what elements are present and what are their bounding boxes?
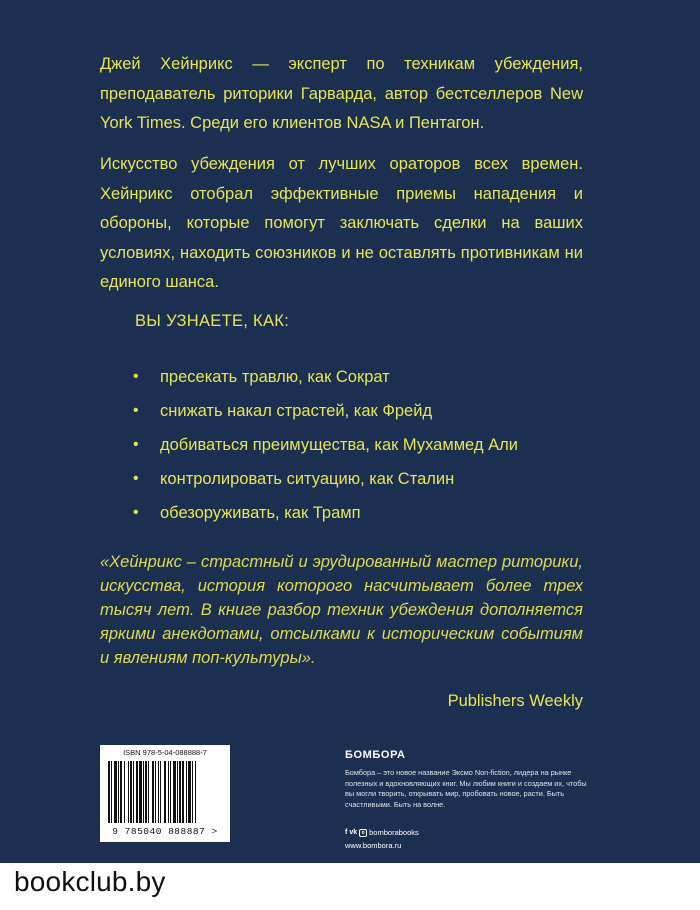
list-item <box>133 496 518 530</box>
isbn-barcode <box>100 745 230 842</box>
list-item <box>133 428 518 462</box>
list-item-text: пресекать травлю, как Сократ <box>160 368 390 386</box>
bullet-icon: • <box>133 368 139 385</box>
publisher-logo: БОМБОРА <box>345 749 406 761</box>
list-heading: ВЫ УЗНАЕТЕ, КАК: <box>135 312 290 330</box>
bullet-icon: • <box>133 402 139 419</box>
quote-attribution: Publishers Weekly <box>447 692 583 710</box>
list-item-text: обезоруживать, как Трамп <box>160 504 361 522</box>
review-quote: «Хейнрикс – страстный и эрудированный мастер риторики, искусства, история которого насчитывает более трех тысяч лет. В книге разбор техник убеждения дополняется яркими анекдотами, отсылками к историческим событиям и явлениям поп-культуры». <box>100 553 583 667</box>
instagram-icon: o <box>359 829 367 837</box>
barcode-digits: 9 785040 888887 > <box>112 826 218 837</box>
isbn-label: ISBN 978-5-04-088888-7 <box>123 748 207 757</box>
list-item-text: добиваться преимущества, как Мухаммед Али <box>160 436 518 454</box>
barcode-stripe <box>196 761 198 823</box>
benefits-list <box>133 360 518 530</box>
list-item <box>133 462 518 496</box>
bullet-icon: • <box>133 470 139 487</box>
book-description-paragraph: Искусство убеждения от лучших ораторов всех времен. Хейнрикс отобрал эффективные приемы нападения и обороны, которые помогут заключать сделки на ваших условиях, находить союзников и не оставлять противникам ни единого шанса. <box>100 155 583 291</box>
vk-icon: vk <box>349 828 358 836</box>
bullet-icon: • <box>133 436 139 453</box>
list-item <box>133 360 518 394</box>
site-watermark: bookclub.by <box>14 866 166 897</box>
barcode-bars <box>108 761 222 823</box>
author-bio-paragraph: Джей Хейнрикс — эксперт по техникам убеждения, преподаватель риторики Гарварда, автор бестселлеров New York Times. Среди его клиентов NASA и Пентагон. <box>100 55 583 132</box>
bullet-icon: • <box>133 504 139 521</box>
facebook-icon: f <box>345 828 348 836</box>
list-item-text: контролировать ситуацию, как Сталин <box>160 470 455 488</box>
publisher-website: www.bombora.ru <box>345 841 402 850</box>
publisher-description: Бомбора – это новое название Эксмо Non-fiction, лидера на рынке полезных и вдохновляющих книг. Мы любим книги и создаем их, чтобы вы могли творить, открывать мир, пробовать новое, расти. Быть счастливыми. Быть на волне. <box>345 768 587 810</box>
social-links <box>345 828 419 837</box>
social-handle: bomborabooks <box>369 828 419 837</box>
list-item <box>133 394 518 428</box>
list-item-text: снижать накал страстей, как Фрейд <box>160 402 433 420</box>
